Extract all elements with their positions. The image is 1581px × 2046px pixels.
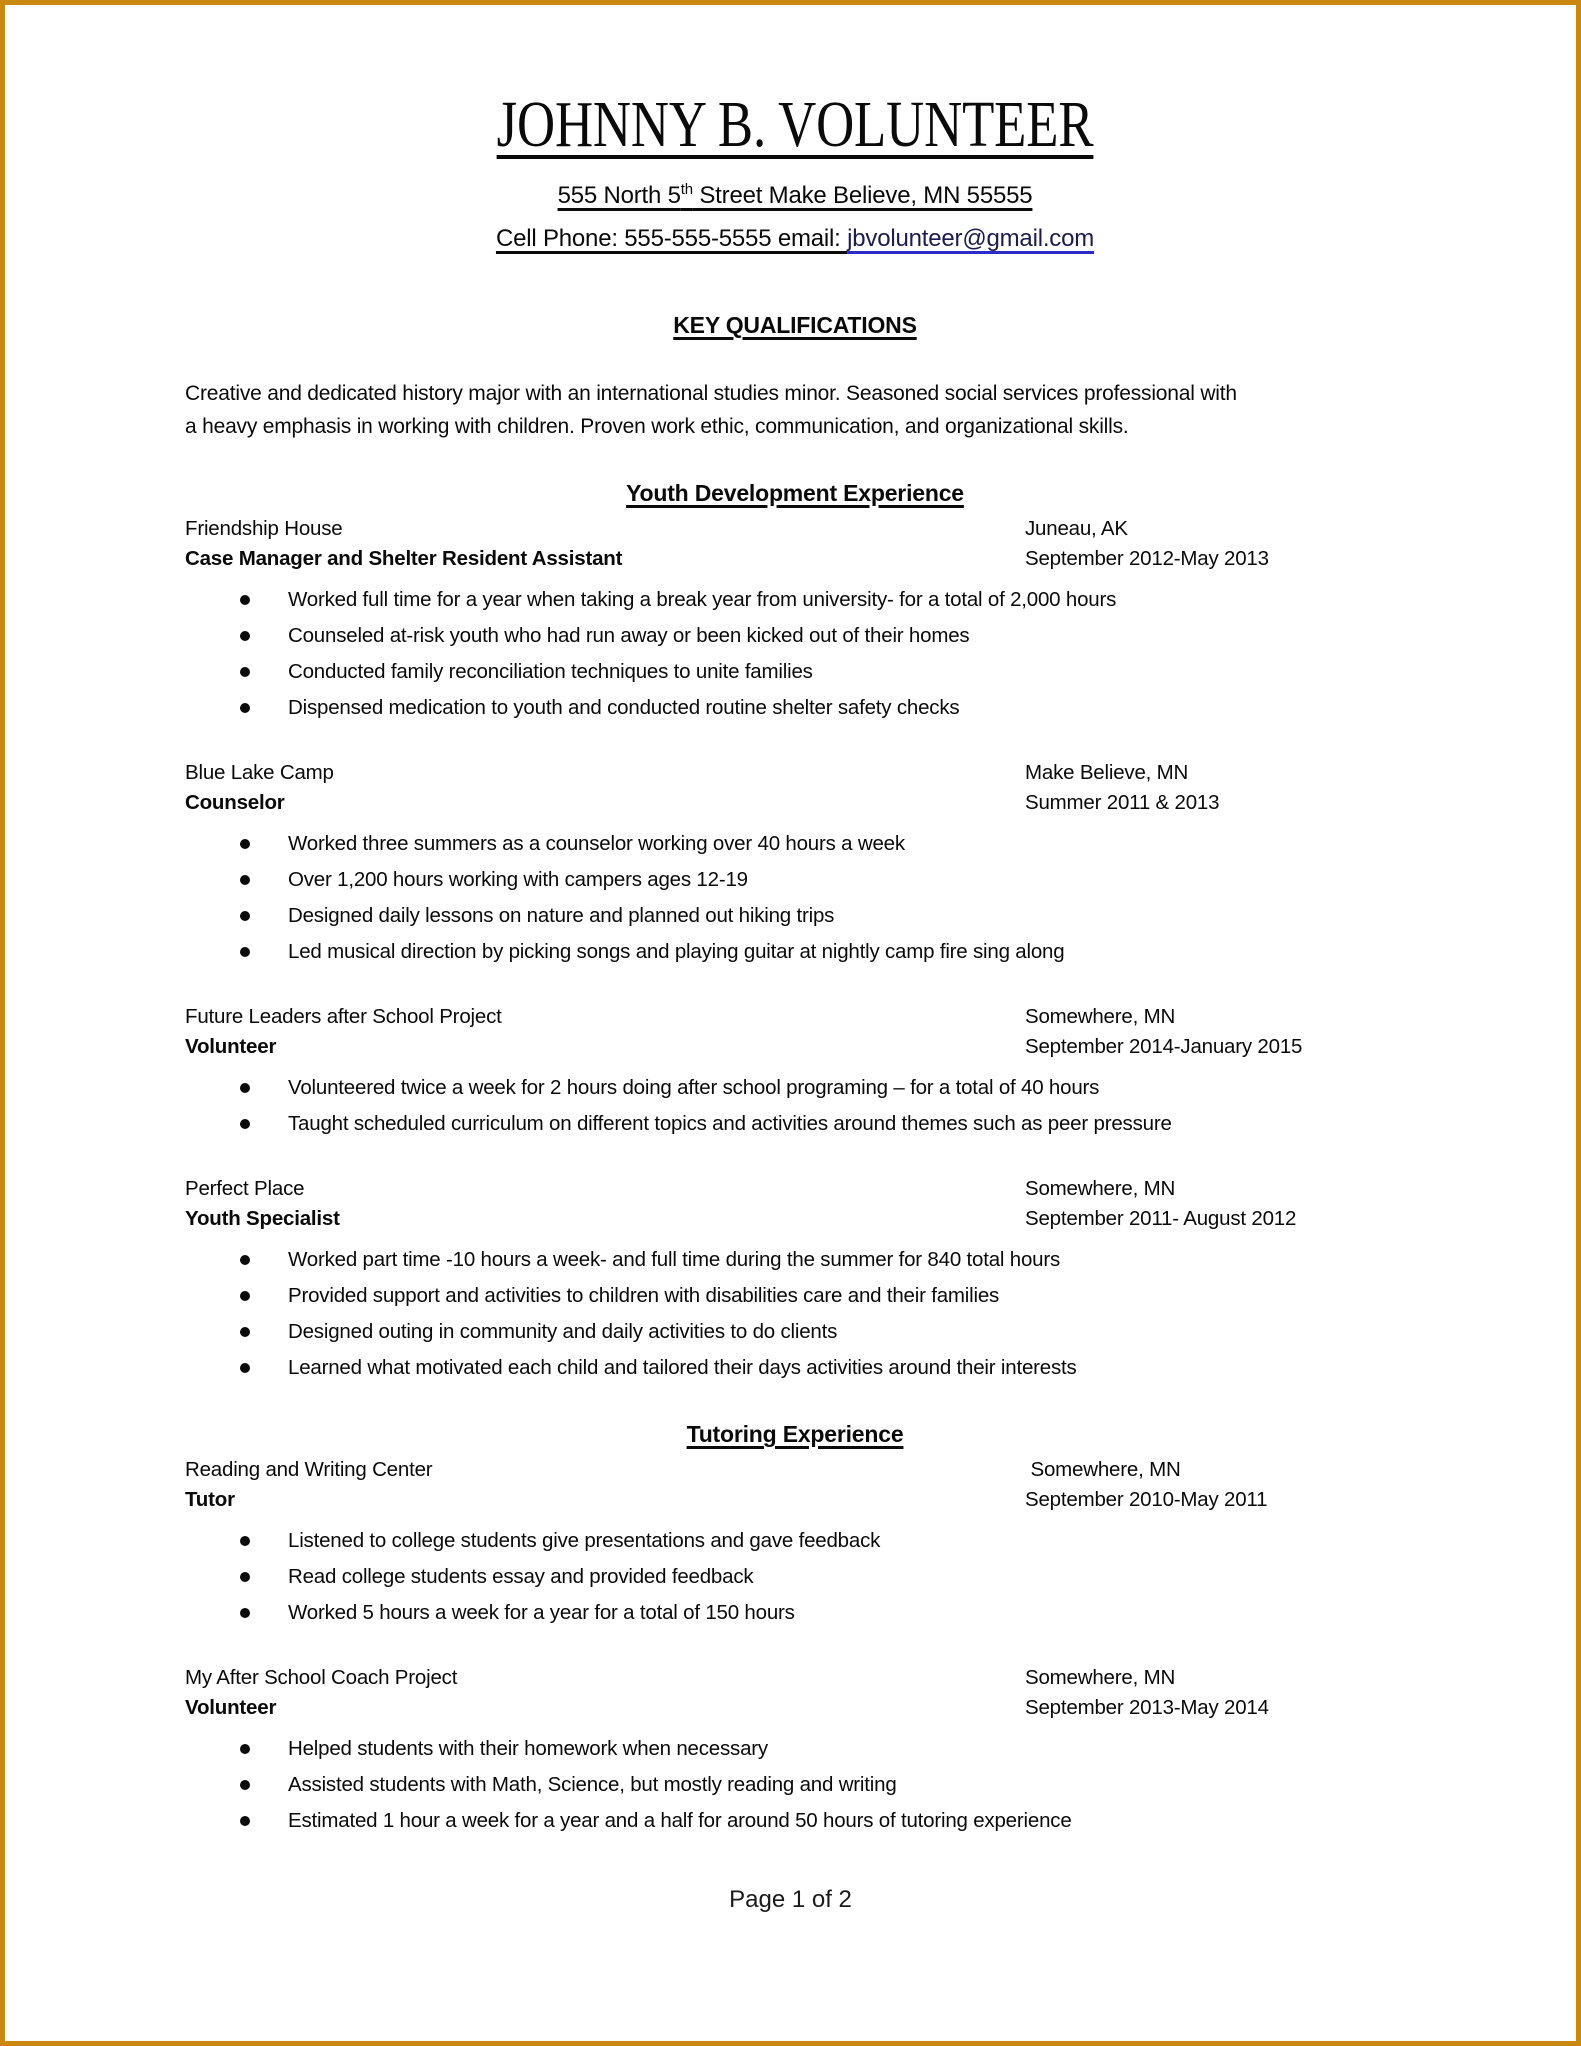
bullet-item: Conducted family reconciliation techniques to unite families — [185, 654, 1405, 690]
experience-entry — [185, 758, 1405, 970]
page-number-footer: Page 1 of 2 — [729, 1886, 852, 1913]
bullet-item: Read college students essay and provided feedback — [185, 1559, 1405, 1595]
bullet-item: Worked three summers as a counselor working over 40 hours a week — [185, 826, 1405, 862]
date-range: September 2011- August 2012 — [1025, 1207, 1297, 1230]
date-range: Summer 2011 & 2013 — [1025, 791, 1220, 814]
experience-entry — [185, 514, 1405, 726]
role-title: Volunteer — [185, 1696, 277, 1719]
role-title: Youth Specialist — [185, 1207, 340, 1230]
person-name: JOHNNY B. VOLUNTEER — [496, 88, 1094, 161]
bullet-list — [185, 826, 1405, 970]
entry-org-row — [185, 1174, 1405, 1204]
bullet-item: Learned what motivated each child and tailored their days activities around their interests — [185, 1350, 1405, 1386]
experience-entry — [185, 1174, 1405, 1386]
role-title: Case Manager and Shelter Resident Assistant — [185, 547, 623, 570]
entry-role-row — [185, 1485, 1405, 1515]
date-range: September 2010-May 2011 — [1025, 1488, 1268, 1511]
org-name: My After School Coach Project — [185, 1666, 458, 1689]
section-heading-tutoring: Tutoring Experience — [686, 1421, 904, 1447]
org-location: Somewhere, MN — [1025, 1177, 1176, 1200]
entry-org-row — [185, 1002, 1405, 1032]
bullet-item: Volunteered twice a week for 2 hours doing after school programing – for a total of 40 hours — [185, 1070, 1405, 1106]
bullet-item: Helped students with their homework when necessary — [185, 1731, 1405, 1767]
org-location: Somewhere, MN — [1025, 1458, 1181, 1481]
org-location: Make Believe, MN — [1025, 761, 1189, 784]
entry-role-row — [185, 788, 1405, 818]
bullet-list — [185, 582, 1405, 726]
bullet-item: Provided support and activities to children with disabilities care and their families — [185, 1278, 1405, 1314]
role-title: Counselor — [185, 791, 285, 814]
entry-org-row — [185, 758, 1405, 788]
experience-entry — [185, 1663, 1405, 1839]
org-name: Perfect Place — [185, 1177, 305, 1200]
bullet-list — [185, 1731, 1405, 1839]
bullet-list — [185, 1523, 1405, 1631]
street-address: 555 North 5th Street Make Believe, MN 55555 — [557, 181, 1033, 209]
address-line — [185, 181, 1405, 211]
bullet-list — [185, 1070, 1405, 1142]
page-title — [185, 89, 1405, 161]
entry-role-row — [185, 1032, 1405, 1062]
email-link[interactable]: jbvolunteer@gmail.com — [847, 225, 1095, 252]
key-qualifications-text — [185, 377, 1405, 443]
bullet-item: Assisted students with Math, Science, but mostly reading and writing — [185, 1767, 1405, 1803]
bullet-item: Led musical direction by picking songs and playing guitar at nightly camp fire sing along — [185, 934, 1405, 970]
summary-line: a heavy emphasis in working with children. Proven work ethic, communication, and organizational skills. — [185, 415, 1129, 438]
bullet-item: Estimated 1 hour a week for a year and a half for around 50 hours of tutoring experience — [185, 1803, 1405, 1839]
bullet-item: Worked 5 hours a week for a year for a total of 150 hours — [185, 1595, 1405, 1631]
resume-content — [185, 5, 1405, 1839]
org-location: Somewhere, MN — [1025, 1666, 1176, 1689]
bullet-item: Designed outing in community and daily activities to do clients — [185, 1314, 1405, 1350]
org-location: Somewhere, MN — [1025, 1005, 1176, 1028]
role-title: Tutor — [185, 1488, 235, 1511]
section-heading-youth-development: Youth Development Experience — [626, 480, 964, 506]
org-name: Reading and Writing Center — [185, 1458, 433, 1481]
bullet-item: Over 1,200 hours working with campers ages 12-19 — [185, 862, 1405, 898]
entry-role-row — [185, 1204, 1405, 1234]
role-title: Volunteer — [185, 1035, 277, 1058]
bullet-item: Listened to college students give presentations and gave feedback — [185, 1523, 1405, 1559]
experience-entry — [185, 1455, 1405, 1631]
bullet-item: Worked part time -10 hours a week- and full time during the summer for 840 total hours — [185, 1242, 1405, 1278]
org-name: Blue Lake Camp — [185, 761, 334, 784]
phone-label: Cell Phone: 555-555-5555 email: — [495, 225, 848, 252]
experience-entry — [185, 1002, 1405, 1142]
bullet-item: Taught scheduled curriculum on different topics and activities around themes such as peer pressure — [185, 1106, 1405, 1142]
entry-org-row — [185, 1663, 1405, 1693]
bullet-item: Counseled at-risk youth who had run away or been kicked out of their homes — [185, 618, 1405, 654]
date-range: September 2014-January 2015 — [1025, 1035, 1303, 1058]
org-location: Juneau, AK — [1025, 517, 1128, 540]
summary-line: Creative and dedicated history major with an international studies minor. Seasoned social services professional with — [185, 382, 1237, 405]
entry-role-row — [185, 1693, 1405, 1723]
date-range: September 2012-May 2013 — [1025, 547, 1269, 570]
ordinal-suffix: th — [680, 181, 693, 198]
org-name: Future Leaders after School Project — [185, 1005, 502, 1028]
entry-role-row — [185, 544, 1405, 574]
bullet-item: Designed daily lessons on nature and planned out hiking trips — [185, 898, 1405, 934]
bullet-item: Worked full time for a year when taking a break year from university- for a total of 2,000 hours — [185, 582, 1405, 618]
contact-line — [185, 224, 1405, 254]
entry-org-row — [185, 1455, 1405, 1485]
bullet-item: Dispensed medication to youth and conducted routine shelter safety checks — [185, 690, 1405, 726]
entry-org-row — [185, 514, 1405, 544]
date-range: September 2013-May 2014 — [1025, 1696, 1269, 1719]
org-name: Friendship House — [185, 517, 343, 540]
key-qualifications-heading: KEY QUALIFICATIONS — [673, 312, 917, 338]
bullet-list — [185, 1242, 1405, 1386]
